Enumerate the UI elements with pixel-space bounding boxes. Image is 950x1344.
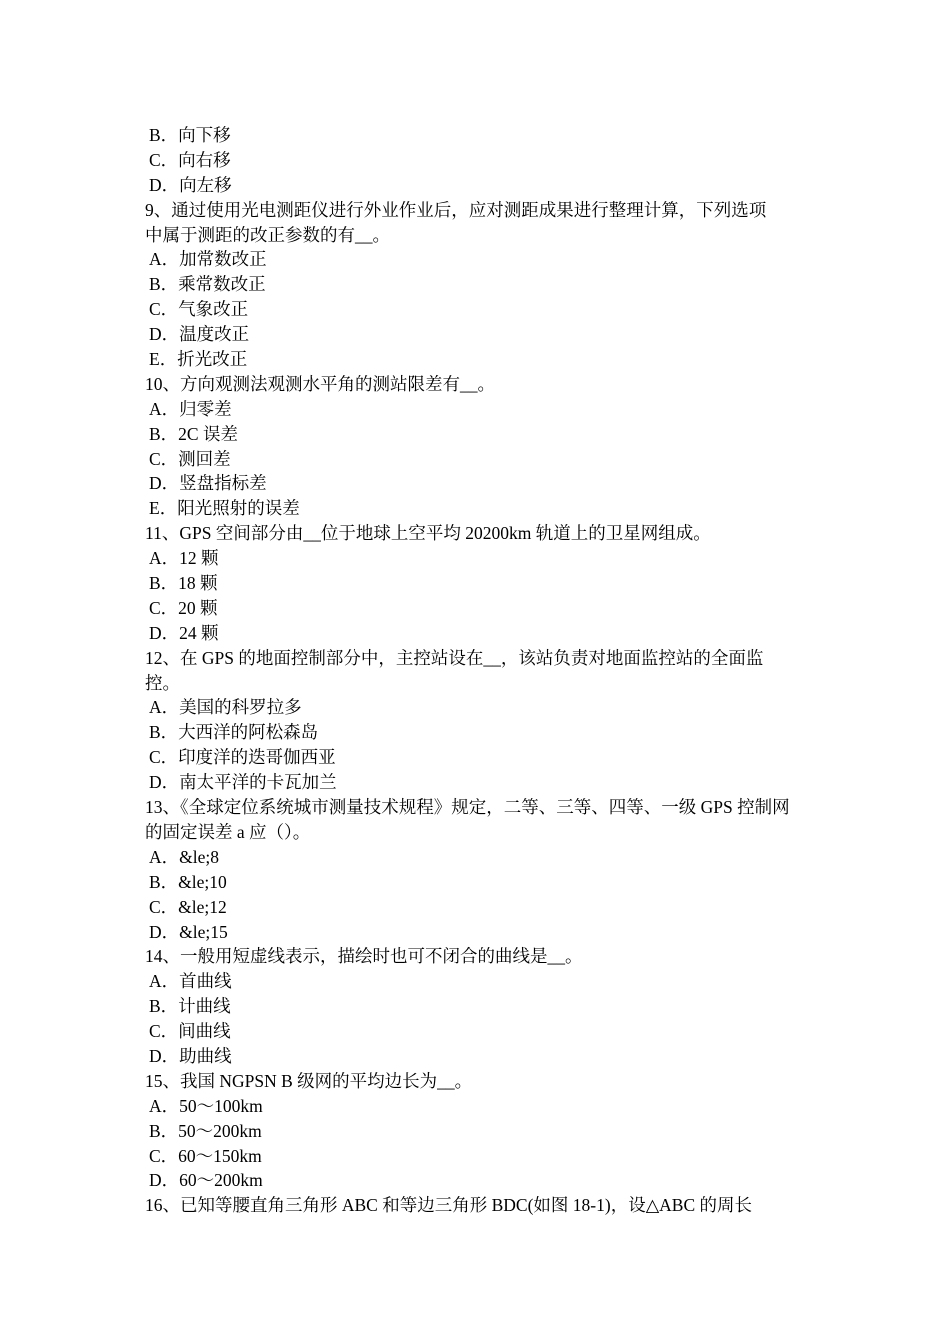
question-text xyxy=(145,795,810,845)
question-line: 15、我国 NGPSN B 级网的平均边长为__。 xyxy=(145,1070,473,1091)
question-line: 14、一般用短虚线表示，描绘时也可不闭合的曲线是__。 xyxy=(145,946,583,967)
question-line: 13、《全球定位系统城市测量技术规程》规定，二等、三等、四等、一级 GPS 控制网 xyxy=(145,797,790,818)
answer-option: C．60～150km xyxy=(149,1145,262,1166)
answer-option: B．大西洋的阿松森岛 xyxy=(149,722,319,743)
answer-option: C．印度洋的迭哥伽西亚 xyxy=(149,747,336,768)
answer-option: B．2C 误差 xyxy=(149,423,238,444)
answer-option: A．50～100km xyxy=(149,1095,263,1116)
answer-option: E．折光改正 xyxy=(149,349,248,370)
question-text xyxy=(145,1069,810,1094)
answer-option: C．&le;12 xyxy=(149,896,227,917)
question-text xyxy=(145,521,810,546)
answer-option: B．&le;10 xyxy=(149,871,227,892)
answer-option: D．南太平洋的卡瓦加兰 xyxy=(149,772,337,793)
answer-option: E．阳光照射的误差 xyxy=(149,498,300,519)
question-line: 中属于测距的改正参数的有__。 xyxy=(145,224,390,245)
answer-option: B．50～200km xyxy=(149,1120,262,1141)
answer-option: D．竖盘指标差 xyxy=(149,473,267,494)
question-text xyxy=(145,646,810,696)
answer-option: D．温度改正 xyxy=(149,324,250,345)
answer-option: D．助曲线 xyxy=(149,1045,232,1066)
answer-option: B．计曲线 xyxy=(149,996,231,1017)
question-line: 12、在 GPS 的地面控制部分中，主控站设在__，该站负责对地面监控站的全面监 xyxy=(145,647,764,668)
answer-option: A．&le;8 xyxy=(149,846,219,867)
answer-option: D．24 颗 xyxy=(149,622,219,643)
answer-option: B．18 颗 xyxy=(149,573,218,594)
answer-option: C．间曲线 xyxy=(149,1021,231,1042)
answer-option: C．向右移 xyxy=(149,149,231,170)
question-text xyxy=(145,944,810,969)
question-line: 16、已知等腰直角三角形 ABC 和等边三角形 BDC(如图 18-1)，设△ABC 的周长 xyxy=(145,1195,753,1216)
question-text xyxy=(145,372,810,397)
answer-option: D．60～200km xyxy=(149,1170,263,1191)
answer-option: A．归零差 xyxy=(149,398,232,419)
answer-option: A．美国的科罗拉多 xyxy=(149,697,302,718)
question-line: 10、方向观测法观测水平角的测站限差有__。 xyxy=(145,373,495,394)
question-text xyxy=(145,198,810,248)
answer-option: A．12 颗 xyxy=(149,548,219,569)
answer-option: C．测回差 xyxy=(149,448,231,469)
question-line: 的固定误差 a 应（）。 xyxy=(145,821,311,842)
answer-option: D．向左移 xyxy=(149,174,232,195)
answer-option: C．20 颗 xyxy=(149,597,218,618)
question-line: 控。 xyxy=(145,672,180,693)
question-line: 11、GPS 空间部分由__位于地球上空平均 20200km 轨道上的卫星网组成。 xyxy=(145,523,711,544)
answer-option: C．气象改正 xyxy=(149,299,249,320)
exam-question-list xyxy=(145,123,810,1218)
answer-option: B．乘常数改正 xyxy=(149,274,266,295)
answer-option: B．向下移 xyxy=(149,125,231,145)
answer-option: A．首曲线 xyxy=(149,971,232,992)
answer-option: A．加常数改正 xyxy=(149,249,267,270)
question-text xyxy=(145,1193,810,1218)
question-line: 9、通过使用光电测距仪进行外业作业后，应对测距成果进行整理计算，下列选项 xyxy=(145,199,767,220)
answer-option: D．&le;15 xyxy=(149,921,228,942)
